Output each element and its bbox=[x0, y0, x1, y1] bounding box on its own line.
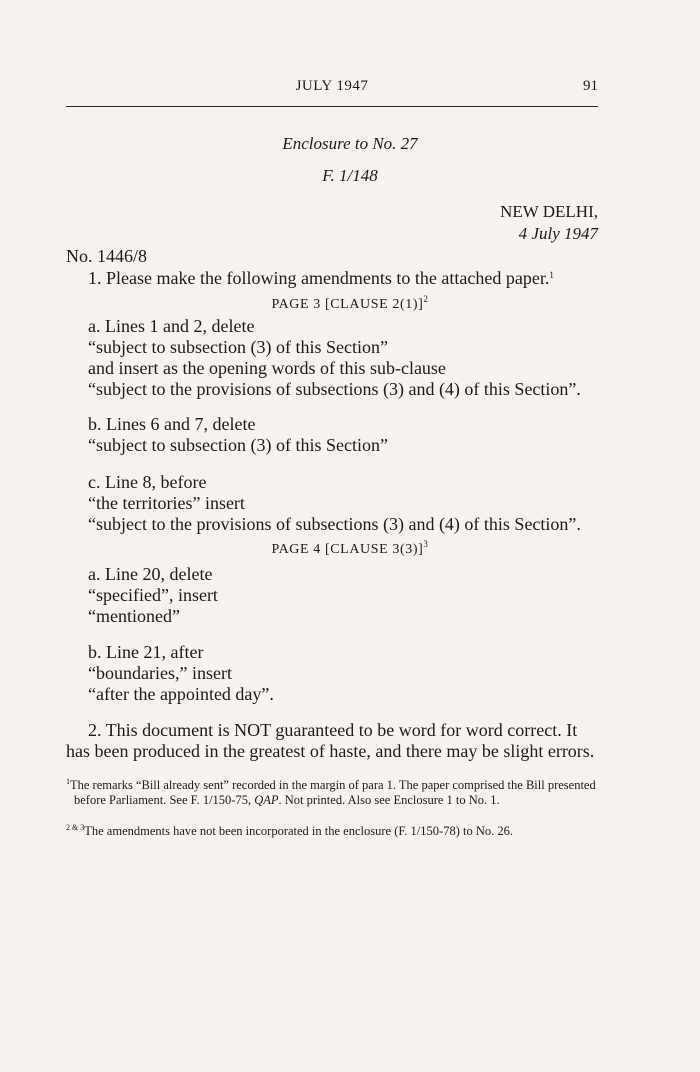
paragraph-1 bbox=[88, 268, 554, 289]
page-header bbox=[66, 78, 598, 100]
footnote-ref-3: 3 bbox=[423, 539, 429, 549]
text-line: and insert as the opening words of this sub-clause bbox=[88, 358, 446, 378]
amendment-p3-c bbox=[88, 472, 581, 535]
amendment-p4-a bbox=[88, 564, 218, 627]
footnote-1 bbox=[66, 778, 600, 808]
file-reference: F. 1/148 bbox=[322, 166, 378, 185]
footnote-marker: 1 bbox=[66, 777, 70, 786]
text-line: a. Lines 1 and 2, delete bbox=[88, 316, 255, 336]
amendment-p3-a bbox=[88, 316, 581, 400]
enclosure-title: Enclosure to No. 27 bbox=[282, 134, 418, 153]
page-number: 91 bbox=[583, 78, 598, 94]
text-line: “the territories” insert bbox=[88, 493, 245, 513]
text-line: b. Lines 6 and 7, delete bbox=[88, 414, 256, 434]
footnote-italic-term: QAP bbox=[254, 793, 279, 807]
footnote-2-3 bbox=[66, 824, 600, 839]
paragraph-1-text: 1. Please make the following amendments to the attached paper. bbox=[88, 268, 550, 288]
text-line: 2. This document is NOT guaranteed to be word for word correct. It bbox=[88, 720, 578, 740]
place-line: NEW DELHI, bbox=[500, 202, 598, 221]
page-4-heading-text: PAGE 4 [CLAUSE 3(3)] bbox=[271, 542, 424, 557]
document-number: No. 1446/8 bbox=[66, 246, 147, 266]
text-line: b. Line 21, after bbox=[88, 642, 204, 662]
amendment-p4-b bbox=[88, 642, 274, 705]
footnote-text: The remarks “Bill already sent” recorded in the margin of para 1. The paper comprised the Bill presented before Parliament. See F. 1/150-75, bbox=[70, 778, 596, 807]
text-line: “mentioned” bbox=[88, 606, 180, 626]
text-line: “subject to the provisions of subsections (3) and (4) of this Section”. bbox=[88, 379, 581, 399]
text-line: “boundaries,” insert bbox=[88, 663, 232, 683]
amendment-p3-b bbox=[88, 414, 388, 456]
text-line: “subject to subsection (3) of this Section” bbox=[88, 337, 388, 357]
footnote-ref-1: 1 bbox=[549, 270, 554, 280]
text-line: “after the appointed day”. bbox=[88, 684, 274, 704]
text-line: has been produced in the greatest of haste, and there may be slight errors. bbox=[66, 741, 595, 761]
text-line: a. Line 20, delete bbox=[88, 564, 213, 584]
page-4-heading bbox=[0, 539, 700, 558]
text-line: c. Line 8, before bbox=[88, 472, 207, 492]
page-3-heading bbox=[0, 294, 700, 313]
page-3-heading-text: PAGE 3 [CLAUSE 2(1)] bbox=[271, 297, 424, 312]
footnote-text: . Not printed. Also see Enclosure 1 to No. 1. bbox=[278, 793, 500, 807]
running-title: JULY 1947 bbox=[295, 78, 369, 94]
footnote-ref-2: 2 bbox=[423, 294, 429, 304]
text-line: “subject to subsection (3) of this Section” bbox=[88, 435, 388, 455]
footnote-text: The amendments have not been incorporated in the enclosure (F. 1/150-78) to No. 26. bbox=[84, 824, 513, 838]
paragraph-2 bbox=[66, 720, 594, 762]
text-line: “specified”, insert bbox=[88, 585, 218, 605]
header-rule bbox=[66, 106, 598, 107]
footnote-marker: 2 & 3 bbox=[66, 823, 85, 832]
text-line: “subject to the provisions of subsections (3) and (4) of this Section”. bbox=[88, 514, 581, 534]
date-line: 4 July 1947 bbox=[518, 224, 598, 243]
